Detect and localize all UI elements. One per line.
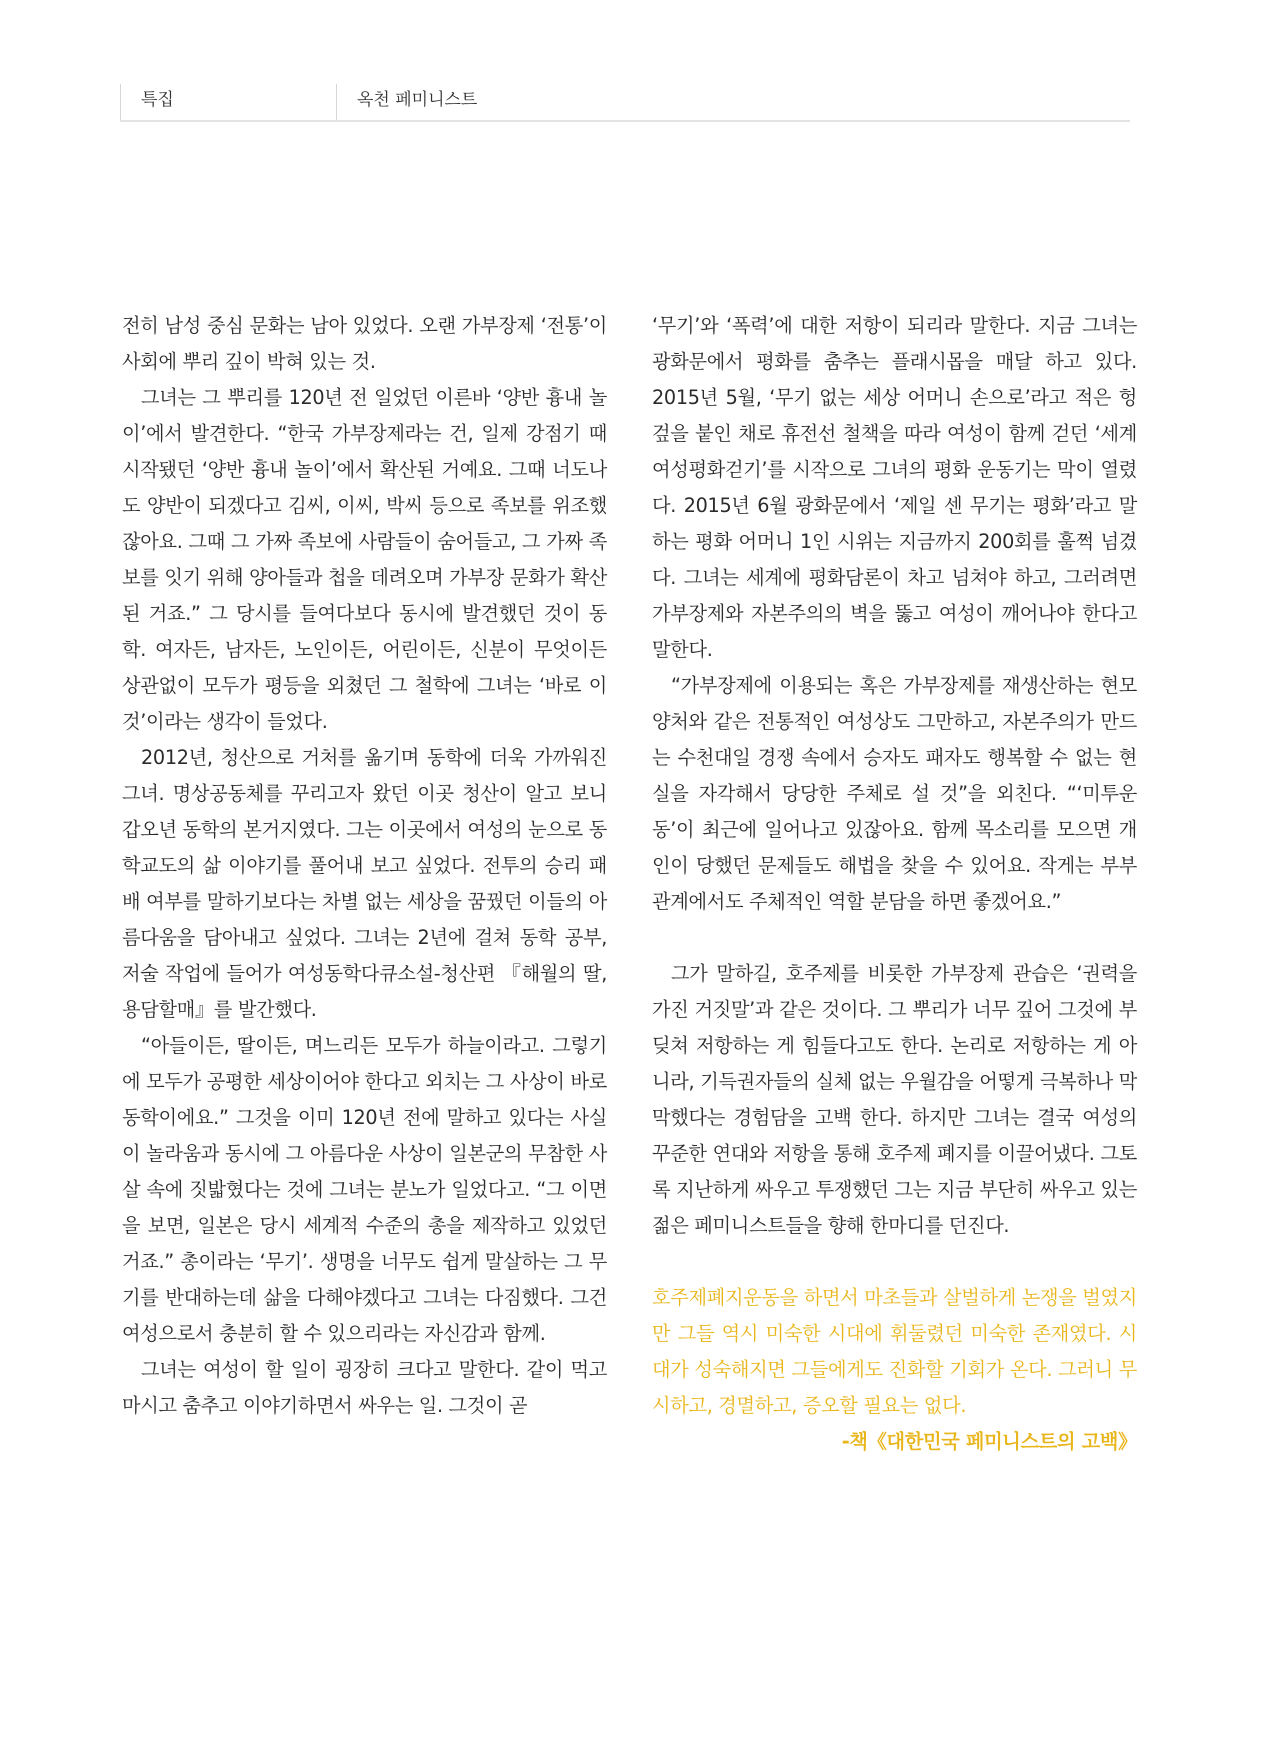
article-series-title: 옥천 페미니스트 (336, 84, 477, 120)
body-paragraph: 2012년, 청산으로 거처를 옮기며 동학에 더욱 가까워진 그녀. 명상공동체를 꾸리고자 왔던 이곳 청산이 알고 보니 갑오년 동학의 본거지였다. 그는 이곳에서 여성의 눈으로 동학교도의 삶 이야기를 풀어내 보고 싶었다. 전투의 승리 패배 여부를 말하기보다는 차별 없는 세상을 꿈꿨던 이들의 아름다움을 담아내고 싶었다. 그녀는 2년에 걸쳐 동학 공부, 저술 작업에 들어가 여성동학다큐소설-청산편 『해월의 딸, 용담할매』를 발간했다. (122, 746, 607, 1021)
right-column (652, 308, 1137, 1460)
left-column (122, 308, 607, 1424)
pull-quote (652, 1280, 1137, 1460)
page-header (120, 84, 1130, 122)
body-paragraph: 그녀는 여성이 할 일이 굉장히 크다고 말한다. 같이 먹고 마시고 춤추고 이야기하면서 싸우는 일. 그것이 곧 (122, 1358, 607, 1417)
paragraph-gap (652, 920, 1137, 956)
body-paragraph: ‘무기’와 ‘폭력’에 대한 저항이 되리라 말한다. 지금 그녀는 광화문에서 평화를 춤추는 플래시몹을 매달 하고 있다. 2015년 5월, ‘무기 없는 세상 어머니 손으로’라고 적은 헝겊을 붙인 채로 휴전선 철책을 따라 여성이 함께 걷던 ‘세계여성평화걷기’를 시작으로 그녀의 평화 운동기는 막이 열렸다. 2015년 6월 광화문에서 ‘제일 센 무기는 평화’라고 말하는 평화 어머니 1인 시위는 지금까지 200회를 훌쩍 넘겼다. 그녀는 세계에 평화담론이 차고 넘쳐야 하고, 그러려면 가부장제와 자본주의의 벽을 뚫고 여성이 깨어나야 한다고 말한다. (652, 314, 1137, 661)
pull-quote-text: 호주제폐지운동을 하면서 마초들과 살벌하게 논쟁을 벌였지만 그들 역시 미숙한 시대에 휘둘렸던 미숙한 존재였다. 시대가 성숙해지면 그들에게도 진화할 기회가 온다. 그러니 무시하고, 경멸하고, 증오할 필요는 없다. (652, 1286, 1137, 1417)
body-paragraph: 그녀는 그 뿌리를 120년 전 일었던 이른바 ‘양반 흉내 놀이’에서 발견한다. “한국 가부장제라는 건, 일제 강점기 때 시작됐던 ‘양반 흉내 놀이’에서 확산된 거예요. 그때 너도나도 양반이 되겠다고 김씨, 이씨, 박씨 등으로 족보를 위조했잖아요. 그때 그 가짜 족보에 사람들이 숨어들고, 그 가짜 족보를 잇기 위해 양아들과 첩을 데려오며 가부장 문화가 확산된 거죠.” 그 당시를 들여다보다 동시에 발견했던 것이 동학. 여자든, 남자든, 노인이든, 어린이든, 신분이 무엇이든 상관없이 모두가 평등을 외쳤던 그 철학에 그녀는 ‘바로 이것’이라는 생각이 들었다. (122, 386, 607, 733)
pull-quote-source: -책《대한민국 페미니스트의 고백》 (841, 1430, 1137, 1453)
body-paragraph: 그가 말하길, 호주제를 비롯한 가부장제 관습은 ‘권력을 가진 거짓말’과 같은 것이다. 그 뿌리가 너무 깊어 그것에 부딪쳐 저항하는 게 힘들다고도 한다. 논리로 저항하는 게 아니라, 기득권자들의 실체 없는 우월감을 어떻게 극복하나 막막했다는 경험담을 고백 한다. 하지만 그녀는 결국 여성의 꾸준한 연대와 저항을 통해 호주제 폐지를 이끌어냈다. 그토록 지난하게 싸우고 투쟁했던 그는 지금 부단히 싸우고 있는 젊은 페미니스트들을 향해 한마디를 던진다. (652, 962, 1137, 1237)
body-paragraph: “가부장제에 이용되는 혹은 가부장제를 재생산하는 현모양처와 같은 전통적인 여성상도 그만하고, 자본주의가 만드는 수천대일 경쟁 속에서 승자도 패자도 행복할 수 없는 현실을 자각해서 당당한 주체로 설 것”을 외친다. “‘미투운동’이 최근에 일어나고 있잖아요. 함께 목소리를 모으면 개인이 당했던 문제들도 해법을 찾을 수 있어요. 작게는 부부 관계에서도 주체적인 역할 분담을 하면 좋겠어요.” (652, 674, 1137, 913)
body-paragraph: 전히 남성 중심 문화는 남아 있었다. 오랜 가부장제 ‘전통’이 사회에 뿌리 깊이 박혀 있는 것. (122, 314, 607, 373)
section-label: 특집 (120, 84, 336, 120)
body-paragraph: “아들이든, 딸이든, 며느리든 모두가 하늘이라고. 그렇기에 모두가 공평한 세상이어야 한다고 외치는 그 사상이 바로 동학이에요.” 그것을 이미 120년 전에 말하고 있다는 사실이 놀라움과 동시에 그 아름다운 사상이 일본군의 무참한 사살 속에 짓밟혔다는 것에 그녀는 분노가 일었다고. “그 이면을 보면, 일본은 당시 세계적 수준의 총을 제작하고 있었던 거죠.” 총이라는 ‘무기’. 생명을 너무도 쉽게 말살하는 그 무기를 반대하는데 삶을 다해야겠다고 그녀는 다짐했다. 그건 여성으로서 충분히 할 수 있으리라는 자신감과 함께. (122, 1034, 607, 1345)
